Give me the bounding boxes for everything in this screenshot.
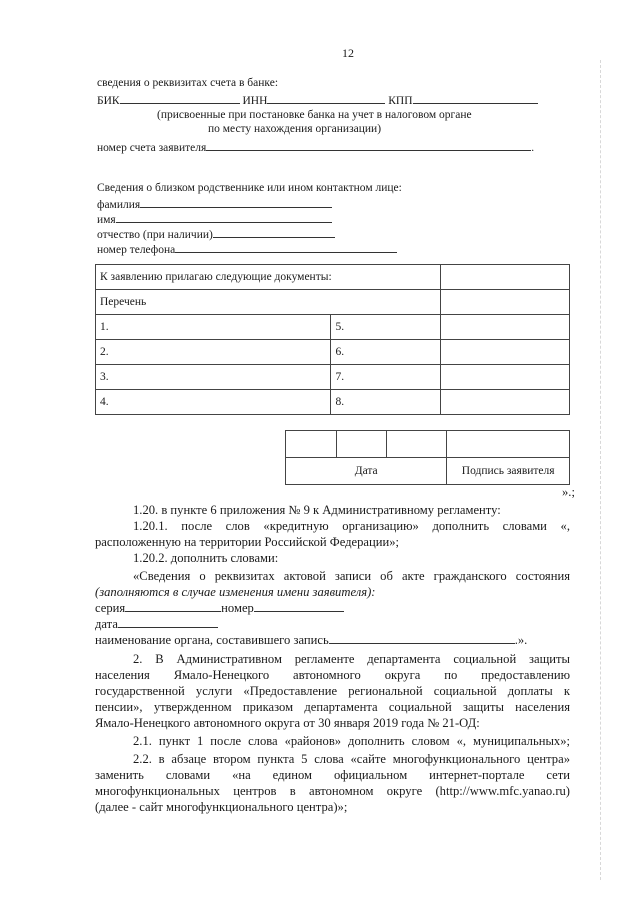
paragraph-2-1: 2.1. пункт 1 после слова «районов» дополнить словом «, муниципальных»; <box>133 734 570 748</box>
table-cell[interactable] <box>440 340 569 365</box>
bank-note-line2: по месту нахождения организации) <box>208 123 382 135</box>
table-row <box>96 265 570 290</box>
date-field[interactable] <box>118 616 218 628</box>
attachment-item-5[interactable]: 5. <box>331 315 440 340</box>
paragraph-2-line1: 2. В Административном регламенте департамента социальной защиты <box>133 652 570 666</box>
phone-field[interactable] <box>175 241 397 253</box>
paragraph-1-20-1-line1: 1.20.1. после слов «кредитную организацию» дополнить словами «, <box>133 519 570 533</box>
signature-table <box>285 430 570 485</box>
contact-heading: Сведения о близком родственнике или ином контактном лице: <box>97 182 402 194</box>
organ-end: .». <box>514 633 528 647</box>
organ-label: наименование органа, составившего запись <box>95 633 329 647</box>
closing-mark: ».; <box>562 485 575 499</box>
attachment-item-8[interactable]: 8. <box>331 390 440 415</box>
kpp-field[interactable] <box>413 92 538 104</box>
date-month-cell[interactable] <box>336 431 387 458</box>
table-row <box>286 458 570 485</box>
organ-field[interactable] <box>329 632 515 644</box>
page-number: 12 <box>342 46 354 60</box>
quote-line2: (заполняются в случае изменения имени заявителя): <box>95 585 376 599</box>
account-end: . <box>531 142 535 154</box>
attachment-item-1[interactable]: 1. <box>96 315 331 340</box>
bank-codes-line <box>97 92 538 109</box>
bank-heading: сведения о реквизитах счета в банке: <box>97 77 279 89</box>
paragraph-1-20-1-line2: расположенную на территории Российской Федерации»; <box>95 535 400 549</box>
table-row <box>96 315 570 340</box>
patronymic-field[interactable] <box>213 226 335 238</box>
quote-line1: «Сведения о реквизитах актовой записи об акте гражданского состояния <box>133 569 570 583</box>
account-label: номер счета заявителя <box>97 142 207 154</box>
paragraph-2-2-line4: (далее - сайт многофункционального центра)»; <box>95 800 348 814</box>
name-field[interactable] <box>116 211 332 223</box>
table-row <box>96 340 570 365</box>
paragraph-2-line3: государственной услуги «Предоставление региональной социальной доплаты к <box>95 684 570 698</box>
kpp-label: КПП <box>388 95 413 107</box>
name-label: имя <box>97 214 116 226</box>
surname-label: фамилия <box>97 199 141 211</box>
attachments-list-label: Перечень <box>96 290 441 315</box>
date-line <box>95 616 218 632</box>
table-cell[interactable] <box>440 265 569 290</box>
account-field[interactable] <box>206 139 531 151</box>
series-label: серия <box>95 601 126 615</box>
paragraph-2-line4: пенсии», утвержденном приказом департамента социальной защиты населения <box>95 700 570 714</box>
paragraph-1-20: 1.20. в пункте 6 приложения № 9 к Административному регламенту: <box>133 503 501 517</box>
organ-line <box>95 632 527 648</box>
paragraph-2-line5: Ямало-Ненецкого автономного округа от 30 января 2019 года № 21-ОД: <box>95 716 480 730</box>
paragraph-2-line2: населения Ямало-Ненецкого автономного округа по предоставлению <box>95 668 570 682</box>
scan-margin-line <box>600 60 601 880</box>
table-cell[interactable] <box>440 365 569 390</box>
date-label-body: дата <box>95 617 118 631</box>
signature-cell[interactable] <box>447 431 570 458</box>
bik-label: БИК <box>97 95 120 107</box>
table-row <box>286 431 570 458</box>
series-field[interactable] <box>125 600 221 612</box>
attachment-item-6[interactable]: 6. <box>331 340 440 365</box>
table-cell[interactable] <box>440 290 569 315</box>
phone-label: номер телефона <box>97 244 176 256</box>
number-label: номер <box>221 601 254 615</box>
inn-label: ИНН <box>242 95 268 107</box>
paragraph-2-2-line2: заменить словами «на едином официальном интернет-портале сети <box>95 768 570 782</box>
signature-label: Подпись заявителя <box>447 458 570 485</box>
paragraph-1-20-2: 1.20.2. дополнить словами: <box>133 551 279 565</box>
attachments-table <box>95 264 570 415</box>
account-line <box>97 139 534 156</box>
series-number-line <box>95 600 344 616</box>
inn-field[interactable] <box>267 92 385 104</box>
table-row <box>96 365 570 390</box>
bik-field[interactable] <box>120 92 240 104</box>
date-day-cell[interactable] <box>286 431 337 458</box>
table-cell[interactable] <box>440 390 569 415</box>
attachment-item-7[interactable]: 7. <box>331 365 440 390</box>
table-row <box>96 390 570 415</box>
phone-line <box>97 241 397 258</box>
attachment-item-3[interactable]: 3. <box>96 365 331 390</box>
surname-field[interactable] <box>140 196 332 208</box>
paragraph-2-2-line3: многофункциональных центров в автономном округе (http://www.mfc.yanao.ru) <box>95 784 570 798</box>
date-year-cell[interactable] <box>387 431 447 458</box>
paragraph-2-2-line1: 2.2. в абзаце втором пункта 5 слова «сайте многофункционального центра» <box>133 752 570 766</box>
attachment-item-2[interactable]: 2. <box>96 340 331 365</box>
date-label: Дата <box>286 458 447 485</box>
table-cell[interactable] <box>440 315 569 340</box>
patronymic-label: отчество (при наличии) <box>97 229 213 241</box>
table-row <box>96 290 570 315</box>
number-field[interactable] <box>254 600 344 612</box>
bank-note-line1: (присвоенные при постановке банка на учет в налоговом органе <box>157 109 472 121</box>
attachment-item-4[interactable]: 4. <box>96 390 331 415</box>
attachments-header: К заявлению прилагаю следующие документы: <box>96 265 441 290</box>
